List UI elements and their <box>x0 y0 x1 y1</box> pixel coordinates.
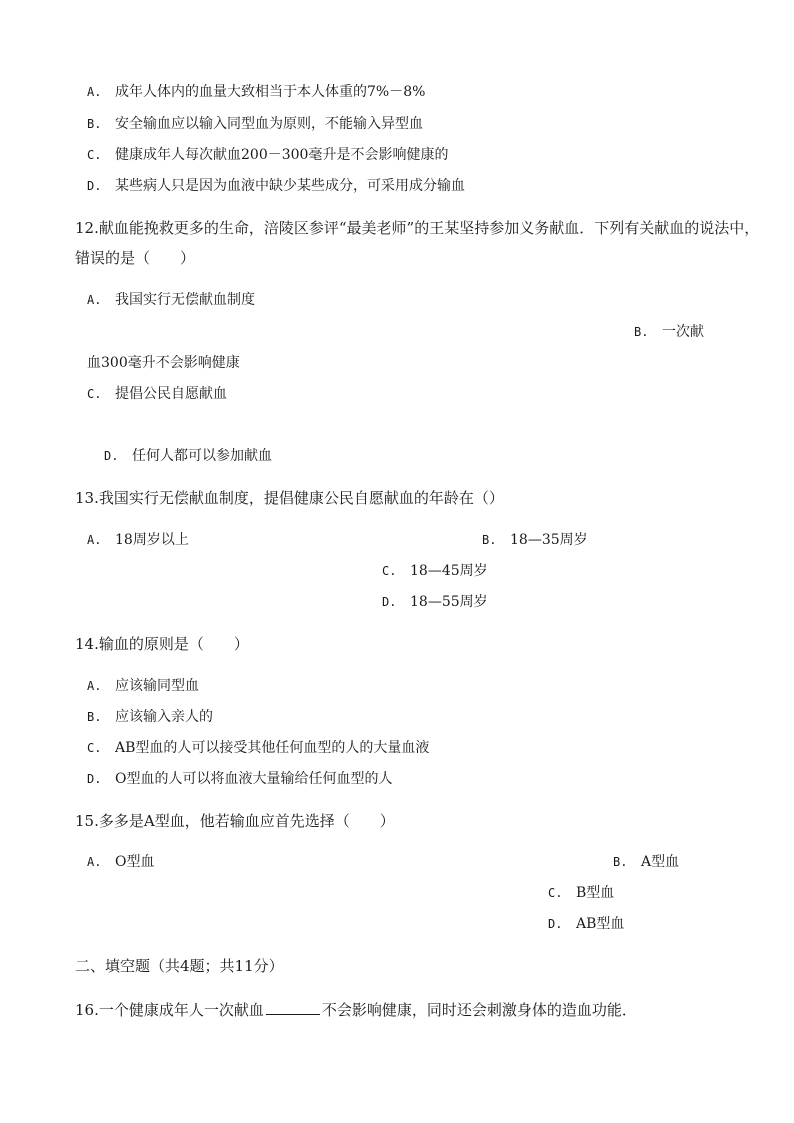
q14-option-d-label: D. <box>87 772 102 786</box>
q13-option-c-text: 18—45周岁 <box>410 563 488 579</box>
q15-option-b-text: A型血 <box>641 854 680 870</box>
q15-option-a <box>87 853 154 871</box>
q11-option-d-label: D. <box>87 179 102 193</box>
q13-option-a-label: A. <box>87 533 102 547</box>
q11-option-a <box>87 83 425 101</box>
q13-stem: 13.我国实行无偿献血制度，提倡健康公民自愿献血的年龄在（） <box>75 489 504 507</box>
q13-option-b <box>482 531 588 549</box>
q12-option-a <box>87 291 255 309</box>
q15-option-d-text: AB型血 <box>576 916 625 932</box>
q15-stem: 15.多多是A型血，他若输血应首先选择（ ） <box>75 812 395 830</box>
q11-option-c-text: 健康成年人每次献血200－300毫升是不会影响健康的 <box>115 147 449 163</box>
q13-option-c <box>382 562 488 580</box>
q12-option-b-label: B. <box>634 325 649 339</box>
q14-option-b <box>87 708 213 726</box>
q14-option-b-text: 应该输入亲人的 <box>115 709 213 725</box>
q11-option-b-text: 安全输血应以输入同型血为原则，不能输入异型血 <box>115 116 423 132</box>
q11-option-d <box>87 177 465 195</box>
q16-stem-after: 不会影响健康，同时还会刺激身体的造血功能． <box>321 1001 637 1019</box>
q14-option-a-text: 应该输同型血 <box>115 678 199 694</box>
q15-option-a-text: O型血 <box>115 854 155 870</box>
section-title: 二、填空题（共4题；共11分） <box>75 957 284 975</box>
q13-option-b-text: 18—35周岁 <box>510 532 588 548</box>
q15-option-d-label: D. <box>548 917 563 931</box>
q15-option-b <box>613 853 679 871</box>
q11-option-b-label: B. <box>87 117 102 131</box>
q13-option-b-label: B. <box>482 533 497 547</box>
q14-option-a-label: A. <box>87 679 102 693</box>
q12-option-b-text: 一次献 <box>662 324 704 340</box>
q12-option-b <box>634 323 704 341</box>
q13-option-a-text: 18周岁以上 <box>115 532 189 548</box>
q11-option-a-label: A. <box>87 85 102 99</box>
q15-option-c-label: C. <box>548 886 563 900</box>
q12-option-d-text: 任何人都可以参加献血 <box>132 448 272 464</box>
q14-option-c <box>87 739 429 757</box>
q14-option-d-text: O型血的人可以将血液大量输给任何血型的人 <box>115 771 393 787</box>
q11-option-a-text: 成年人体内的血量大致相当于本人体重的7%－8% <box>115 84 426 100</box>
q14-option-b-label: B. <box>87 710 102 724</box>
q12-option-d <box>104 447 272 465</box>
q13-option-d-text: 18—55周岁 <box>410 594 488 610</box>
q12-option-b-continued-text: 血300毫升不会影响健康 <box>87 355 240 371</box>
q12-stem-line2: 错误的是（ ） <box>75 249 196 267</box>
q13-option-c-label: C. <box>382 564 397 578</box>
q12-stem-line1: 12.献血能挽救更多的生命，涪陵区参评“最美老师”的王某坚持参加义务献血．下列有关献血的说法中， <box>75 219 760 237</box>
q14-option-d <box>87 770 392 788</box>
q11-option-b <box>87 115 423 133</box>
q15-option-c <box>548 884 614 902</box>
q14-option-c-label: C. <box>87 741 102 755</box>
q15-option-c-text: B型血 <box>576 885 615 901</box>
q12-option-c-text: 提倡公民自愿献血 <box>115 386 227 402</box>
q13-option-d-label: D. <box>382 595 397 609</box>
q13-option-a <box>87 531 189 549</box>
q15-option-b-label: B. <box>613 855 628 869</box>
q15-option-a-label: A. <box>87 855 102 869</box>
q12-option-d-label: D. <box>104 449 119 463</box>
q14-option-c-text: AB型血的人可以接受其他任何血型的人的大量血液 <box>115 740 430 756</box>
q16-stem-before: 16.一个健康成年人一次献血 <box>75 1001 264 1019</box>
q14-stem: 14.输血的原则是（ ） <box>75 635 249 653</box>
q15-option-d <box>548 915 624 933</box>
q12-option-a-text: 我国实行无偿献血制度 <box>115 292 255 308</box>
q16-answer-blank[interactable] <box>266 1000 320 1015</box>
q12-option-c-label: C. <box>87 387 102 401</box>
q11-option-c-label: C. <box>87 148 102 162</box>
q12-option-a-label: A. <box>87 293 102 307</box>
q11-option-c <box>87 146 448 164</box>
q12-option-b-continued <box>87 354 240 372</box>
q14-option-a <box>87 677 199 695</box>
q12-option-c <box>87 385 227 403</box>
q11-option-d-text: 某些病人只是因为血液中缺少某些成分，可采用成分输血 <box>115 178 465 194</box>
q13-option-d <box>382 593 488 611</box>
q16-stem <box>75 1000 637 1019</box>
